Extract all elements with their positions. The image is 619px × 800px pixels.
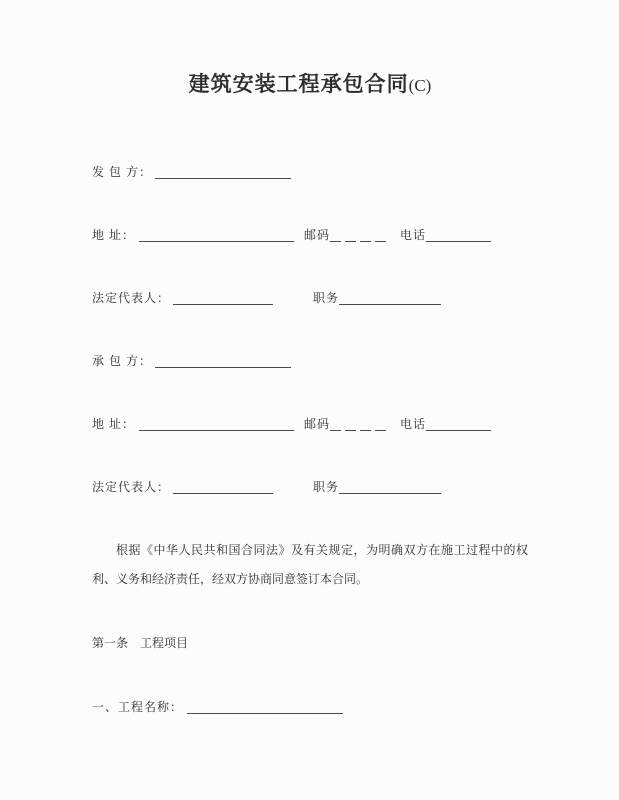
party-b-postcode-blank[interactable] [330, 418, 386, 431]
party-b-postcode-label: 邮码 [304, 417, 331, 431]
party-a-legal-rep-label: 法定代表人： [92, 291, 171, 305]
document-title-suffix: (C) [408, 76, 432, 95]
preamble-paragraph: 根据《中华人民共和国合同法》及有关规定，为明确双方在施工过程中的权利、义务和经济责任，经双方协商同意签订本合同。 [92, 543, 528, 586]
party-a-address-row [92, 226, 528, 244]
party-b-legal-rep-row [92, 478, 528, 496]
party-b-duty-blank[interactable] [339, 480, 441, 494]
article-1-heading: 第一条 工程项目 [92, 636, 189, 650]
party-a-duty-blank[interactable] [339, 291, 441, 305]
party-b-name-row [92, 352, 528, 370]
party-a-phone-blank[interactable] [426, 228, 491, 242]
party-b-legal-rep-blank[interactable] [173, 480, 273, 494]
party-b-address-blank[interactable] [139, 417, 294, 431]
party-a-name-blank[interactable] [155, 165, 291, 179]
document-title-main: 建筑安装工程承包合同 [188, 72, 409, 96]
party-b-phone-blank[interactable] [426, 417, 491, 431]
party-b-legal-rep-label: 法定代表人： [92, 480, 171, 494]
party-a-postcode-blank[interactable] [330, 229, 386, 242]
party-a-phone-label: 电话 [400, 228, 427, 242]
party-b-duty-label: 职务 [313, 480, 340, 494]
party-b-phone-label: 电话 [400, 417, 427, 431]
party-a-legal-rep-blank[interactable] [173, 291, 273, 305]
party-a-duty-label: 职务 [313, 291, 340, 305]
document-title [92, 70, 528, 100]
party-a-legal-rep-row [92, 289, 528, 307]
party-b-address-label: 地 址： [92, 417, 136, 431]
party-a-address-label: 地 址： [92, 228, 136, 242]
party-b-address-row [92, 415, 528, 433]
party-b-name-blank[interactable] [155, 354, 291, 368]
party-a-name-label: 发 包 方： [92, 165, 153, 179]
project-name-row [92, 698, 528, 716]
project-name-label: 一、工程名称： [92, 700, 184, 714]
party-a-address-blank[interactable] [139, 228, 294, 242]
document-content [92, 0, 528, 716]
party-a-postcode-label: 邮码 [304, 228, 331, 242]
project-name-blank[interactable] [187, 700, 343, 714]
party-b-name-label: 承 包 方： [92, 354, 153, 368]
party-a-name-row [92, 163, 528, 181]
